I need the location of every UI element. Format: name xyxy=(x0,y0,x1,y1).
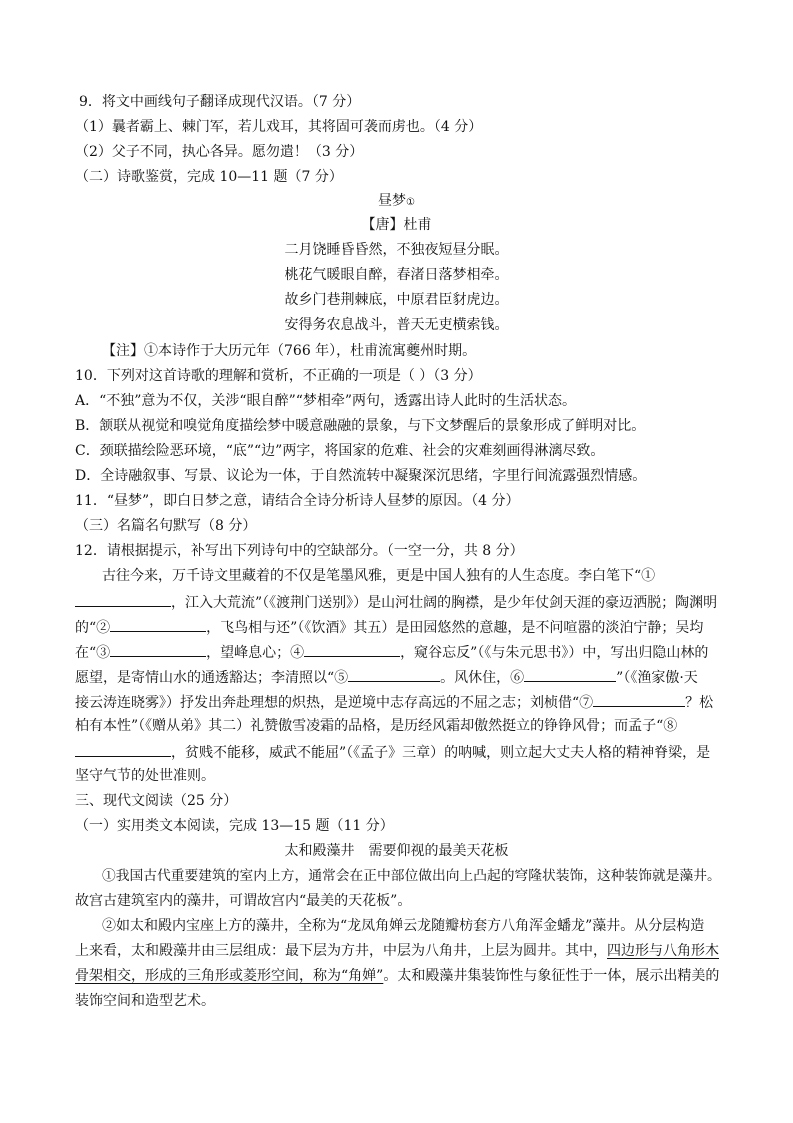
q12-line-2: ，江入大荒流”（《渡荆门送别》）是山河壮阔的胸襟，是少年仗剑天涯的豪迈洒脱；陶渊明 xyxy=(75,593,717,611)
q10-option-b: B．颔联从视觉和嗅觉角度描绘梦中暖意融融的景象，与下文梦醒后的景象形成了鲜明对比。 xyxy=(75,418,646,434)
poem-note: 【注】①本诗作于大历元年（766 年），杜甫流寓夔州时期。 xyxy=(102,343,477,359)
poem-title: 昼梦① xyxy=(378,193,415,209)
q12-line-6: 接云涛连晓雾》）抒发出奔赴理想的炽热，是逆境中志存高远的不屈之志；刘桢借“⑦ ？松 xyxy=(75,695,714,711)
article-para-2-line-3: 骨架相交，形成的三角形或菱形空间，称为“角婵”。太和殿藻井集装饰性与象征性于一体，展示出精美的 xyxy=(75,968,720,984)
blank-8[interactable] xyxy=(75,743,171,757)
blank-5[interactable] xyxy=(348,668,440,682)
blank-4[interactable] xyxy=(304,643,400,657)
modern-reading-heading: 三、现代文阅读（25 分） xyxy=(75,793,238,809)
practical-text-heading: （一）实用类文本阅读，完成 13—15 题（11 分） xyxy=(75,818,394,834)
q12-line-9: 坚守气节的处世准则。 xyxy=(75,768,215,784)
poem-author: 【唐】杜甫 xyxy=(361,217,432,233)
q12-line-3: 的“② ，飞鸟相与还”（《饮酒》其五）是田园悠然的意趣，是不问喧嚣的淡泊宁静；吴均 xyxy=(75,620,704,636)
article-para-1-line-1: ①我国古代重要建筑的室内上方，通常会在正中部位做出向上凸起的穹隆状装饰，这种装饰就是藻井。 xyxy=(102,868,721,884)
q9-title: 9．将文中画线句子翻译成现代汉语。（7 分） xyxy=(79,94,361,110)
q10-option-d: D．全诗融叙事、写景、议论为一体，于自然流转中凝聚深沉思绪，字里行间流露强烈情感。 xyxy=(75,468,647,484)
poem-section-heading: （二）诗歌鉴赏，完成 10—11 题（7 分） xyxy=(75,169,343,185)
dictation-section-heading: （三）名篇名句默写（8 分） xyxy=(75,518,257,534)
q12-stem: 12．请根据提示，补写出下列诗句中的空缺部分。（一空一分，共 8 分） xyxy=(75,543,524,559)
article-para-2-line-2: 上来看，太和殿藻井由三层组成：最下层为方井，中层为八角井，上层为圆井。其中，四边形与八角形木 xyxy=(75,943,719,959)
q10-option-a: A．“不独”意为不仅，关涉“眼自醉”“梦相牵”两句，透露出诗人此时的生活状态。 xyxy=(75,393,577,409)
underlined-sentence-part-1: 四边形与八角形木 xyxy=(607,943,719,959)
article-title: 太和殿藻井 需要仰视的最美天花板 xyxy=(284,843,509,859)
blank-2[interactable] xyxy=(110,618,206,632)
blank-1[interactable] xyxy=(75,593,171,607)
blank-3[interactable] xyxy=(110,643,206,657)
q9-sentence-2: （2）父子不同，执心各异。愿勿遣！（3 分） xyxy=(75,144,364,160)
q10-stem: 10．下列对这首诗歌的理解和赏析，不正确的一项是（ ）（3 分） xyxy=(75,368,482,384)
q12-line-4: 在“③ ，望峰息心；④ ，窥谷忘反”（《与朱元思书》）中，写出归隐山林的 xyxy=(75,645,709,661)
blank-6[interactable] xyxy=(524,668,616,682)
poem-line-4: 安得务农息战斗，普天无吏横索钱。 xyxy=(284,317,509,333)
poem-note-mark: ① xyxy=(406,197,415,208)
q11-stem: 11．“昼梦”，即白日梦之意，请结合全诗分析诗人昼梦的原因。（4 分） xyxy=(75,493,520,509)
article-para-1-line-2: 故宫古建筑室内的藻井，可谓故宫内“最美的天花板”。 xyxy=(75,893,412,909)
underlined-sentence-part-2: 骨架相交，形成的三角形或菱形空间，称为“角婵” xyxy=(75,968,384,984)
q12-line-7: 柏有本性”（《赠从弟》其二）礼赞傲雪凌霜的品格，是历经风霜却傲然挺立的铮铮风骨；而孟子“⑧ xyxy=(75,718,678,734)
article-para-2-line-4: 装饰空间和造型艺术。 xyxy=(75,993,215,1009)
poem-line-2: 桃花气暖眼自醉，春渚日落梦相牵。 xyxy=(284,267,509,283)
q9-sentence-1: （1）曩者霸上、棘门军，若儿戏耳，其将固可袭而虏也。（4 分） xyxy=(75,119,483,135)
poem-line-3: 故乡门巷荆棘底，中原君臣豺虎边。 xyxy=(284,292,509,308)
article-para-2-line-1: ②如太和殿内宝座上方的藻井，全称为“龙凤角婵云龙随瓣枋套方八角浑金蟠龙”藻井。从分层构造 xyxy=(102,918,705,934)
q12-line-5: 愿望，是寄情山水的通透豁达；李清照以“⑤ 。风休住，⑥ ”（《渔家傲·天 xyxy=(75,670,698,686)
q12-line-8: ，贫贱不能移，威武不能屈”（《孟子》三章）的呐喊，则立起大丈夫人格的精神脊梁，是 xyxy=(75,743,710,761)
q10-option-c: C．颈联描绘险恶环境，“底”“边”两字，将国家的危难、社会的灾难刻画得淋漓尽致。 xyxy=(75,443,605,459)
blank-7[interactable] xyxy=(593,693,685,707)
q12-line-1: 古往今来，万千诗文里藏着的不仅是笔墨风雅，更是中国人独有的人生态度。李白笔下“① xyxy=(102,568,656,584)
poem-line-1: 二月饶睡昏昏然，不独夜短昼分眠。 xyxy=(284,242,509,258)
